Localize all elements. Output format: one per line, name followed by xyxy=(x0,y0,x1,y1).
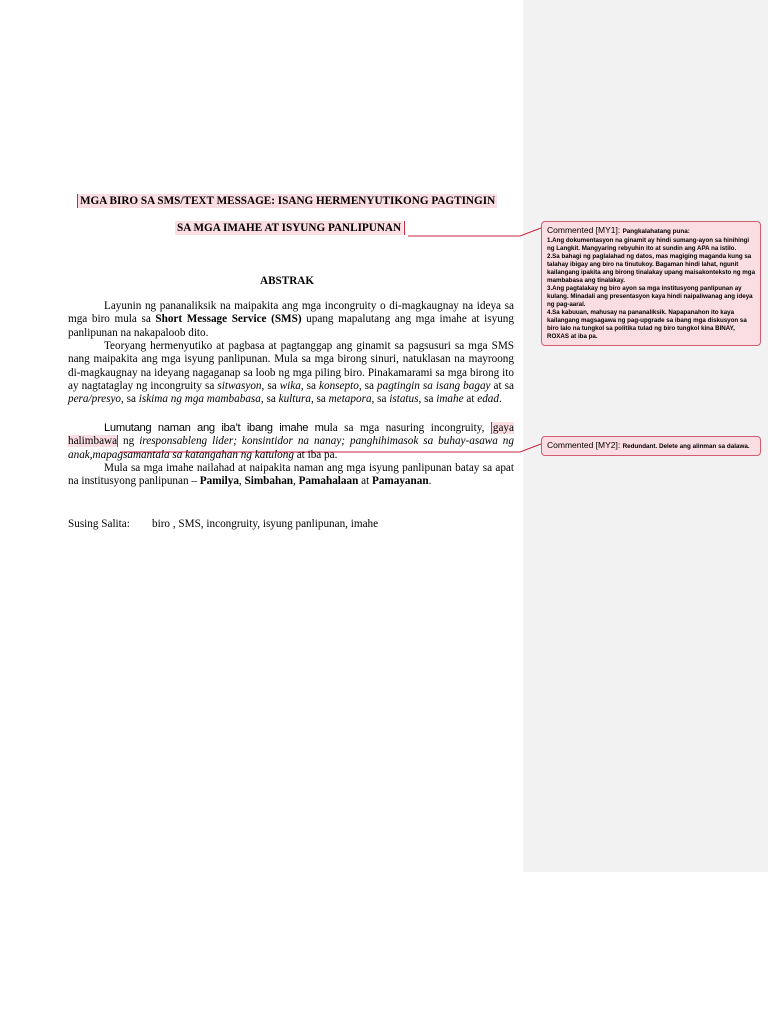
comment-balloon-my1[interactable] xyxy=(541,221,761,346)
comment-item: 1.Ang dokumentasyon na ginamit ay hindi sumang-ayon sa hinihingi ng Langkit. Mangyaring rebyuhin ito at sundin ang APA na istilo. xyxy=(547,237,750,252)
pane-bottom-area xyxy=(523,872,768,1024)
comment-item: 4.Sa kabuuan, mahusay na pananaliksik. Napapanahon ito kaya kailangang magsagawa ng pag-upgrade sa ibang mga diskusyon sa biro lalo na tungkol sa politika tulad ng biro tungkol kina BINAY, ROXAS at iba pa. xyxy=(547,309,747,340)
paragraph-images: Lumutang naman ang iba’t ibang imahe mula sa mga nasuring incongruity, gaya halimbawa ng iresponsableng lider; konsintidor na nanay; panghihimasok sa buhay-asawa ng anak,mapagsamantala sa katangahan ng katulong at iba pa. xyxy=(68,422,514,461)
keywords-line xyxy=(68,518,378,530)
paragraph-theory: Teoryang hermenyutiko at pagbasa at pagtanggap ang ginamit sa pagsusuri sa mga SMS nang maipakita ang mga isyung panlipunan. Mula sa mga birong sinuri, natuklasan na mayroong di-magkaugnay na ideyang nagaganap sa loob ng mga piling biro. Pinakamarami sa mga birong ito ay nagtataglay ng incongruity sa sitwasyon, sa wika, sa konsepto, sa pagtingin sa isang bagay at sa pera/presyo, sa iskima ng mga mambabasa, sa kultura, sa metapora, sa istatus, sa imahe at edad. xyxy=(68,340,514,406)
comment-item: 3.Ang pagtalakay ng biro ayon sa mga institusyong panlipunan ay kulang. Minadali ang presentasyon kaya hindi naipaliwanag ang ideya ng pag-aaral. xyxy=(547,285,753,308)
keywords-label: Susing Salita: xyxy=(68,518,130,530)
comment-balloon-my2[interactable] xyxy=(541,436,761,456)
keywords-value: biro , SMS, incongruity, isyung panlipunan, imahe xyxy=(152,518,379,530)
comment-lead: Pangkalahatang puna: xyxy=(622,228,690,235)
paragraph-issues: Mula sa mga imahe nailahad at naipakita naman ang mga isyung panlipunan batay sa apat na institusyong panlipunan – Pamilya, Simbahan, Pamahalaan at Pamayanan. xyxy=(68,462,514,488)
paragraph-objective: Layunin ng pananaliksik na maipakita ang mga incongruity o di-magkaugnay na ideya sa mga biro mula sa Short Message Service (SMS) upang mapalutang ang mga imahe at isyung panlipunan na nakapaloob dito. xyxy=(68,300,514,339)
title-line-2[interactable]: SA MGA IMAHE AT ISYUNG PANLIPUNAN xyxy=(177,222,402,234)
comment-item: 2.Sa bahagi ng paglalahad ng datos, mas magiging maganda kung sa talahay ibigay ang biro na tinutukoy. Bagaman hindi lahat, ngunit kailangang ipakita ang birong tinalakay upang maisakonteksto ng mga mambabasa ang tinalakay. xyxy=(547,253,756,284)
abstract-heading: ABSTRAK xyxy=(260,275,315,287)
comment-label: Commented [MY1]: xyxy=(547,225,621,235)
title-line-1[interactable]: MGA BIRO SA SMS/TEXT MESSAGE: ISANG HERMENYUTIKONG PAGTINGIN xyxy=(80,195,496,207)
highlighted-commented-text[interactable]: gaya halimbawa xyxy=(68,422,514,448)
comment-label: Commented [MY2]: xyxy=(547,440,621,450)
comment-body: Redundant. Delete ang alinman sa dalawa. xyxy=(622,443,750,450)
